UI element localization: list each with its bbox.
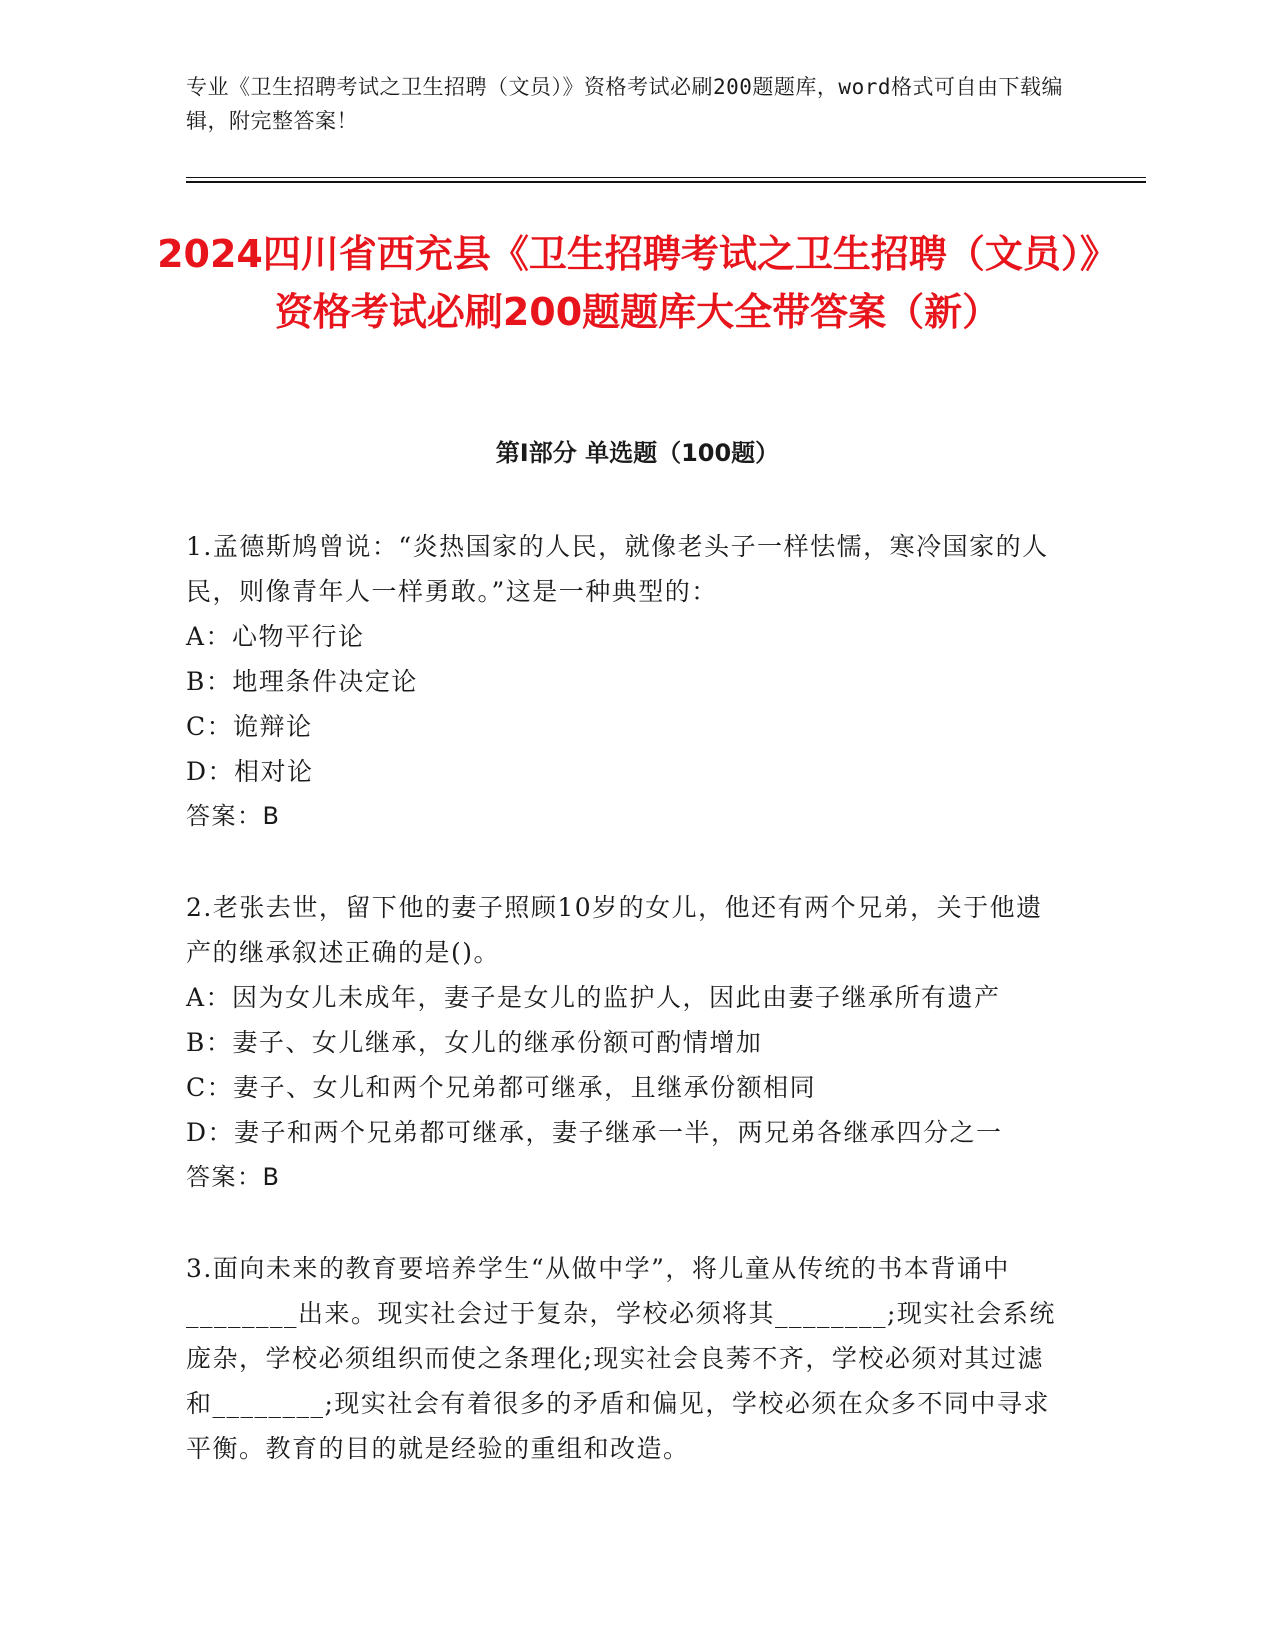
header-rule-bottom: [186, 181, 1146, 183]
option-b: B：妻子、女儿继承，女儿的继承份额可酌情增加: [186, 1028, 763, 1057]
question-3: [186, 1246, 1066, 1471]
section-title: 第I部分 单选题（100题）: [495, 439, 780, 467]
header-note: 专业《卫生招聘考试之卫生招聘（文员）》资格考试必刷200题题库，word格式可自由下载编辑，附完整答案！: [186, 75, 1063, 133]
question-stem: 3.面向未来的教育要培养学生“从做中学”，将儿童从传统的书本背诵中________出来。现实社会过于复杂，学校必须将其________;现实社会系统庞杂，学校必须组织而使之条理化;现实社会良莠不齐，学校必须对其过滤和________;现实社会有着很多的矛盾和偏见，学校必须在众多不同中寻求平衡。教育的目的就是经验的重组和改造。: [186, 1254, 1056, 1463]
answer: 答案：B: [186, 1163, 281, 1191]
spacer: [186, 1200, 1066, 1246]
question-1: [186, 524, 1066, 839]
header-rule-top: [186, 177, 1146, 178]
option-a: A：心物平行论: [186, 622, 365, 651]
option-c: C：诡辩论: [186, 712, 313, 741]
answer: 答案：B: [186, 802, 281, 830]
option-d: D：妻子和两个兄弟都可继承，妻子继承一半，两兄弟各继承四分之一: [186, 1118, 1003, 1147]
option-c: C：妻子、女儿和两个兄弟都可继承，且继承份额相同: [186, 1073, 817, 1102]
question-stem: 1.孟德斯鸠曾说：“炎热国家的人民，就像老头子一样怯懦，寒冷国家的人民，则像青年人一样勇敢。”这是一种典型的：: [186, 532, 1049, 606]
option-b: B：地理条件决定论: [186, 667, 418, 696]
question-2: [186, 885, 1066, 1200]
document-title: 2024四川省西充县《卫生招聘考试之卫生招聘（文员）》资格考试必刷200题题库大全带答案（新）: [157, 232, 1118, 334]
option-a: A：因为女儿未成年，妻子是女儿的监护人，因此由妻子继承所有遗产: [186, 983, 1001, 1012]
spacer: [186, 839, 1066, 885]
question-list: [186, 524, 1066, 1471]
question-stem: 2.老张去世，留下他的妻子照顾10岁的女儿，他还有两个兄弟，关于他遗产的继承叙述正确的是()。: [186, 893, 1043, 967]
option-d: D：相对论: [186, 757, 314, 786]
